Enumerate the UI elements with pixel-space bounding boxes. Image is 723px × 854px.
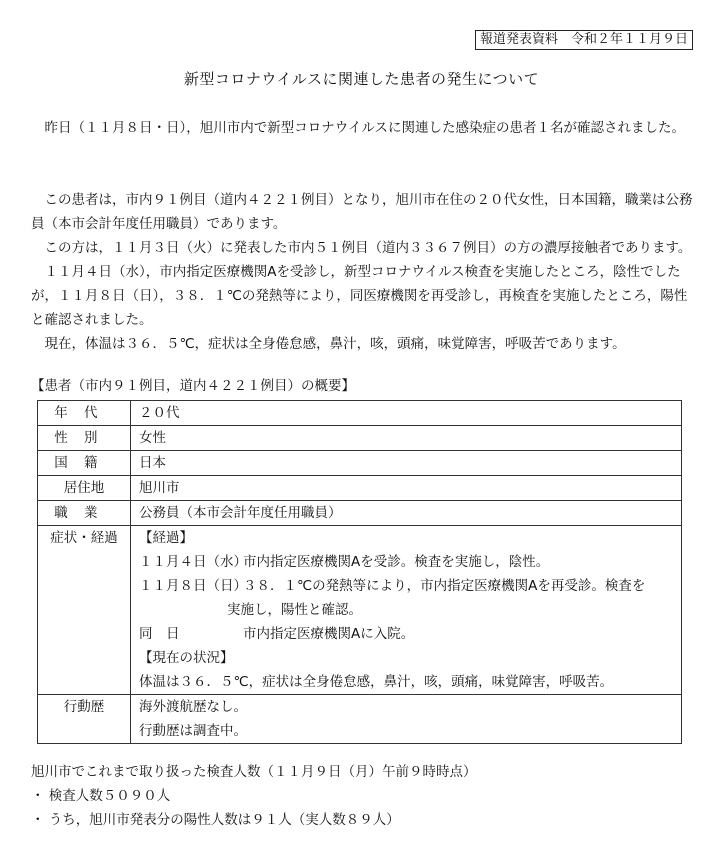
table-row: [38, 451, 682, 476]
row-value-residence: 旭川市: [131, 476, 682, 501]
current-status-heading: 【現在の状況】: [139, 650, 234, 666]
intro-text-1: 昨日（１１月８日・日），旭川市内で新型コロナウイルスに関連した感染症の患者１名が確認されました。: [44, 120, 685, 136]
row-label-history: 行動歴: [38, 695, 131, 744]
row-value-occupation: 公務員（本市会計年度任用職員）: [131, 501, 682, 526]
history-line-2: 行動歴は調査中。: [139, 723, 247, 739]
progress-event-2: １１月８日（日）３８．１℃の発熱等により，市内指定医療機関Aを再受診。検査を: [139, 578, 646, 594]
row-label-age: 年代: [38, 401, 131, 426]
intro-text-3: この方は，１１月３日（火）に発表した市内５１例目（道内３３６７例目）の方の濃厚接触者であります。: [44, 240, 692, 256]
release-date-tag: 報道発表資料 令和２年１１月９日: [475, 30, 693, 50]
progress-event-2-cont: 実施し，陽性と確認。: [227, 602, 362, 618]
current-status-text: 体温は３６．５℃，症状は全身倦怠感，鼻汁，咳，頭痛，味覚障害，呼吸苦。: [139, 674, 614, 690]
row-label-symptoms: 症状・経過: [38, 526, 131, 695]
history-line-1: 海外渡航歴なし。: [139, 699, 247, 715]
table-row: [38, 401, 682, 426]
overview-heading: 【患者（市内９１例目，道内４２２１例目）の概要】: [31, 378, 355, 394]
table-row: [38, 501, 682, 526]
patient-overview-table: [37, 400, 682, 744]
row-value-sex: 女性: [131, 426, 682, 451]
row-label-nationality: 国籍: [38, 451, 131, 476]
row-label-occupation: 職業: [38, 501, 131, 526]
test-summary-heading: 旭川市でこれまで取り扱った検査人数（１１月９日（月）午前９時時点）: [31, 764, 477, 780]
table-row: [38, 476, 682, 501]
positive-count-bullet: ・ うち，旭川市発表分の陽性人数は９１人（実人数８９人）: [31, 812, 400, 828]
progress-event-3: 同 日 市内指定医療機関Aに入院。: [139, 626, 415, 642]
row-label-residence: 居住地: [38, 476, 131, 501]
progress-heading: 【経過】: [139, 530, 193, 546]
table-row: [38, 695, 682, 744]
row-label-sex: 性別: [38, 426, 131, 451]
intro-text-5: 現在，体温は３６．５℃，症状は全身倦怠感，鼻汁，咳，頭痛，味覚障害，呼吸苦であります。: [44, 336, 626, 352]
intro-paragraph-2: [31, 188, 696, 356]
progress-event-1: １１月４日（水）市内指定医療機関Aを受診。検査を実施し，陰性。: [139, 554, 550, 570]
table-row: [38, 426, 682, 451]
row-value-symptoms: [131, 526, 682, 695]
row-value-history: [131, 695, 682, 744]
page-title: 新型コロナウイルスに関連した患者の発生について: [183, 70, 540, 88]
test-count-bullet: ・ 検査人数５０９０人: [31, 788, 171, 804]
row-value-nationality: 日本: [131, 451, 682, 476]
intro-text-2: この患者は，市内９１例目（道内４２２１例目）となり，旭川市在住の２０代女性，日本国籍，職業は公務員（本市会計年度任用職員）であります。: [31, 192, 693, 232]
row-value-age: ２０代: [131, 401, 682, 426]
test-summary: [31, 760, 477, 832]
intro-paragraph-1: [31, 116, 696, 140]
intro-text-4: １１月４日（水），市内指定医療機関Aを受診し，新型コロナウイルス検査を実施したところ，陰性でしたが，１１月８日（日），３８．１℃の発熱等により，同医療機関を再受診し，再検査を実施したところ，陽性と確認されました。: [31, 264, 688, 328]
table-row: [38, 526, 682, 695]
